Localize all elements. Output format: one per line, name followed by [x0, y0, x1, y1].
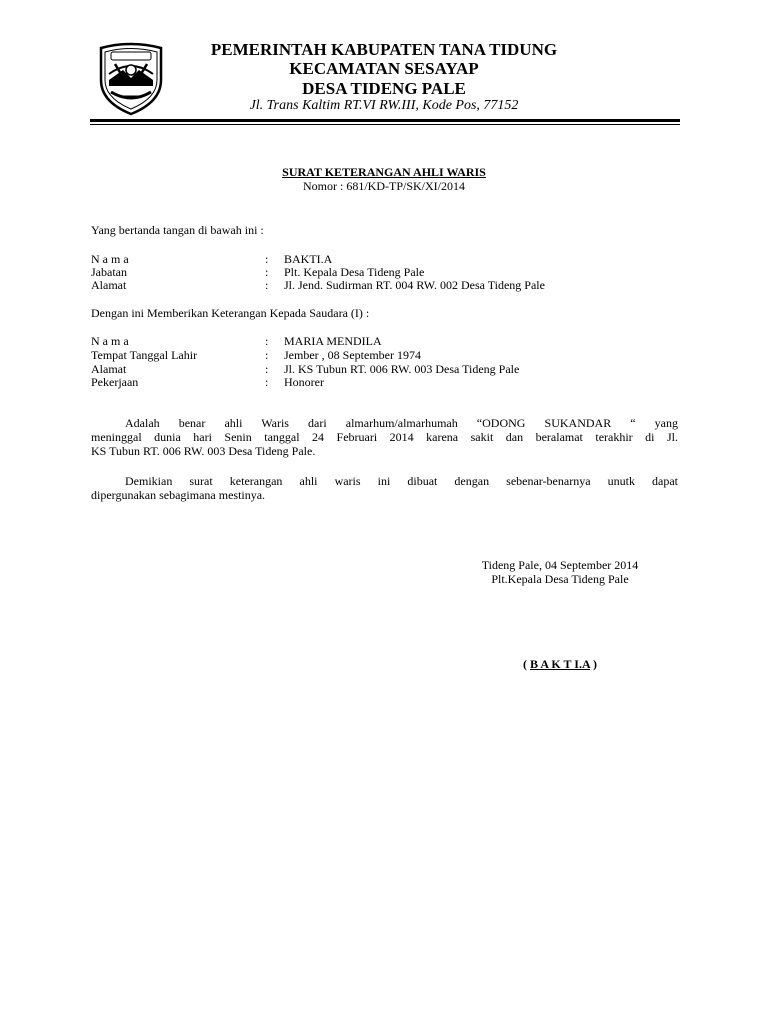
letterhead-line3: DESA TIDENG PALE [302, 79, 466, 98]
body2-line1: Demikian surat keterangan ahli waris ini dibuat dengan sebenar-benarnya unutk dapat [125, 474, 678, 488]
signature-open-paren: ( [523, 657, 531, 671]
signer-address-value: Jl. Jend. Sudirman RT. 004 RW. 002 Desa Tideng Pale [284, 278, 545, 292]
subject-occupation-value: Honorer [284, 375, 324, 389]
subject-address-value: Jl. KS Tubun RT. 006 RW. 003 Desa Tideng Pale [284, 362, 520, 376]
letterhead-address: Jl. Trans Kaltim RT.VI RW.III, Kode Pos, 77152 [249, 98, 519, 113]
document-title: SURAT KETERANGAN AHLI WARIS [282, 165, 486, 179]
body1-line3: KS Tubun RT. 006 RW. 003 Desa Tideng Pale. [91, 444, 316, 458]
subject-name-label: N a m a [91, 334, 129, 348]
signer-name-label: N a m a [91, 252, 129, 266]
signature-name: B A K T I.A [530, 657, 590, 671]
colon: : [265, 362, 269, 376]
letterhead-line2: KECAMATAN SESAYAP [289, 59, 479, 78]
signer-position-label: Jabatan [91, 265, 127, 279]
signer-name-value: BAKTI.A [284, 252, 333, 266]
body2-line2: dipergunakan sebagimana mestinya. [91, 488, 266, 502]
colon: : [265, 334, 269, 348]
colon: : [265, 252, 269, 266]
signature-position: Plt.Kepala Desa Tideng Pale [491, 572, 629, 586]
letterhead-rule-thick [90, 119, 680, 122]
subject-name-value: MARIA MENDILA [284, 334, 382, 348]
colon: : [265, 265, 269, 279]
body1-line2: meninggal dunia hari Senin tanggal 24 Februari 2014 karena sakit dan beralamat terakhir di Jl. [91, 430, 678, 444]
letterhead-rule-thin [90, 124, 680, 125]
body1-line1: Adalah benar ahli Waris dari almarhum/almarhumah “ODONG SUKANDAR “ yang [125, 416, 678, 430]
subject-occupation-label: Pekerjaan [91, 375, 139, 389]
signature-place-date: Tideng Pale, 04 September 2014 [481, 558, 639, 572]
colon: : [265, 348, 269, 362]
intro-text: Yang bertanda tangan di bawah ini : [91, 223, 264, 237]
subject-birth-label: Tempat Tanggal Lahir [91, 348, 198, 362]
signature-close-paren: ) [589, 657, 597, 671]
signer-address-label: Alamat [91, 278, 127, 292]
subject-address-label: Alamat [91, 362, 127, 376]
subject-birth-value: Jember , 08 September 1974 [284, 348, 421, 362]
signature-name-block [440, 657, 680, 671]
body-paragraph-2 [91, 474, 678, 502]
document-number: Nomor : 681/KD-TP/SK/XI/2014 [303, 179, 465, 193]
intro2-text: Dengan ini Memberikan Keterangan Kepada Saudara (I) : [91, 306, 370, 320]
signer-position-value: Plt. Kepala Desa Tideng Pale [284, 265, 425, 279]
body-paragraph-1 [91, 416, 678, 458]
letterhead-line1: PEMERINTAH KABUPATEN TANA TIDUNG [210, 40, 558, 59]
colon: : [265, 375, 269, 389]
colon: : [265, 278, 269, 292]
